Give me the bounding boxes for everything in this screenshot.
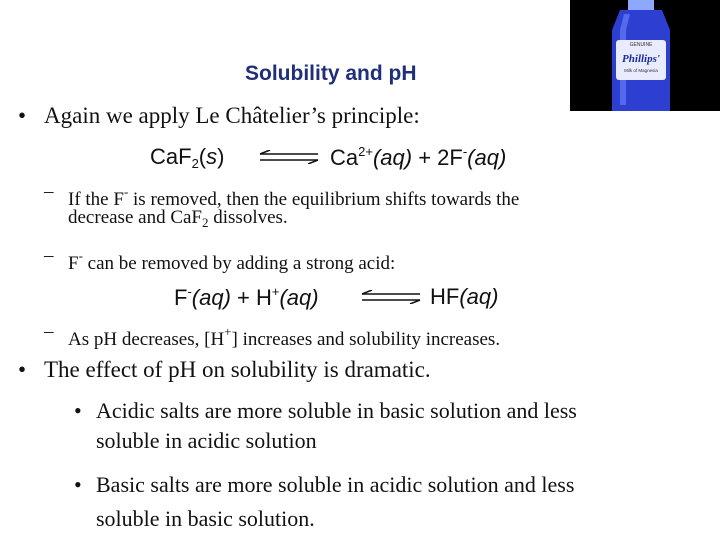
slide-title: Solubility and pH: [245, 62, 417, 85]
eq1-left-subscript: 2: [191, 156, 199, 171]
eq1-left-state: s: [206, 144, 218, 169]
milk-of-magnesia-bottle-photo: [570, 0, 720, 111]
bottle-small-top-text: GENUINE: [629, 42, 653, 48]
eq1-plus-f: + 2F: [412, 145, 463, 170]
bottle-icon: [570, 0, 720, 111]
eq1-ca-charge: 2+: [358, 144, 373, 159]
eq1-ca-state: (aq): [372, 145, 413, 170]
equilibrium-arrow-icon: [258, 150, 320, 164]
dash-marker: –: [44, 181, 54, 202]
equation-caf2-products: [330, 144, 506, 171]
bullet-dot: •: [74, 398, 82, 423]
eq1-f-state: (aq): [467, 145, 507, 170]
dash-marker: –: [44, 245, 54, 266]
bottle-brand-text: Phillips': [622, 53, 660, 65]
basic-salts-line1: Basic salts are more soluble in acidic solution and less: [96, 472, 575, 497]
equation-hf-formation-right: HF(aq): [430, 284, 499, 309]
eq1-left-state-open: (: [198, 144, 207, 169]
acidic-salts-line1: Acidic salts are more soluble in basic solution and less: [96, 398, 577, 423]
acidic-salts-line2: soluble in acidic solution: [96, 428, 317, 453]
sub-bullet-line2: decrease and CaF$_2$ dissolves.: [68, 207, 288, 230]
bullet-dot: •: [74, 472, 82, 497]
bullet-text: The effect of pH on solubility is dramatic.: [44, 357, 431, 382]
bullet-dot: •: [18, 103, 27, 128]
eq1-ca: Ca: [330, 145, 359, 170]
dash-marker: –: [44, 321, 54, 342]
bottle-small-bottom-text: Milk of Magnesia: [624, 68, 658, 73]
eq1-left-formula: CaF: [150, 144, 192, 169]
equation-hf-formation-left: F-(aq) + H+(aq): [174, 284, 319, 310]
basic-salts-line2: soluble in basic solution.: [96, 506, 315, 531]
bullet-dot: •: [18, 357, 27, 382]
sub-bullet-text: F- can be removed by adding a strong acid:: [68, 248, 396, 274]
eq1-left-state-close: ): [217, 144, 225, 169]
sub-bullet-line1: If the F- is removed, then the equilibrium shifts towards the: [68, 184, 520, 210]
equation-caf2-dissolution: [150, 144, 224, 171]
eq1-f-charge: -: [462, 144, 468, 159]
equilibrium-arrow-icon: [360, 290, 422, 304]
sub-bullet-text: As pH decreases, [H+] increases and solubility increases.: [68, 324, 501, 350]
bullet-text: Again we apply Le Châtelier’s principle:: [44, 103, 420, 128]
